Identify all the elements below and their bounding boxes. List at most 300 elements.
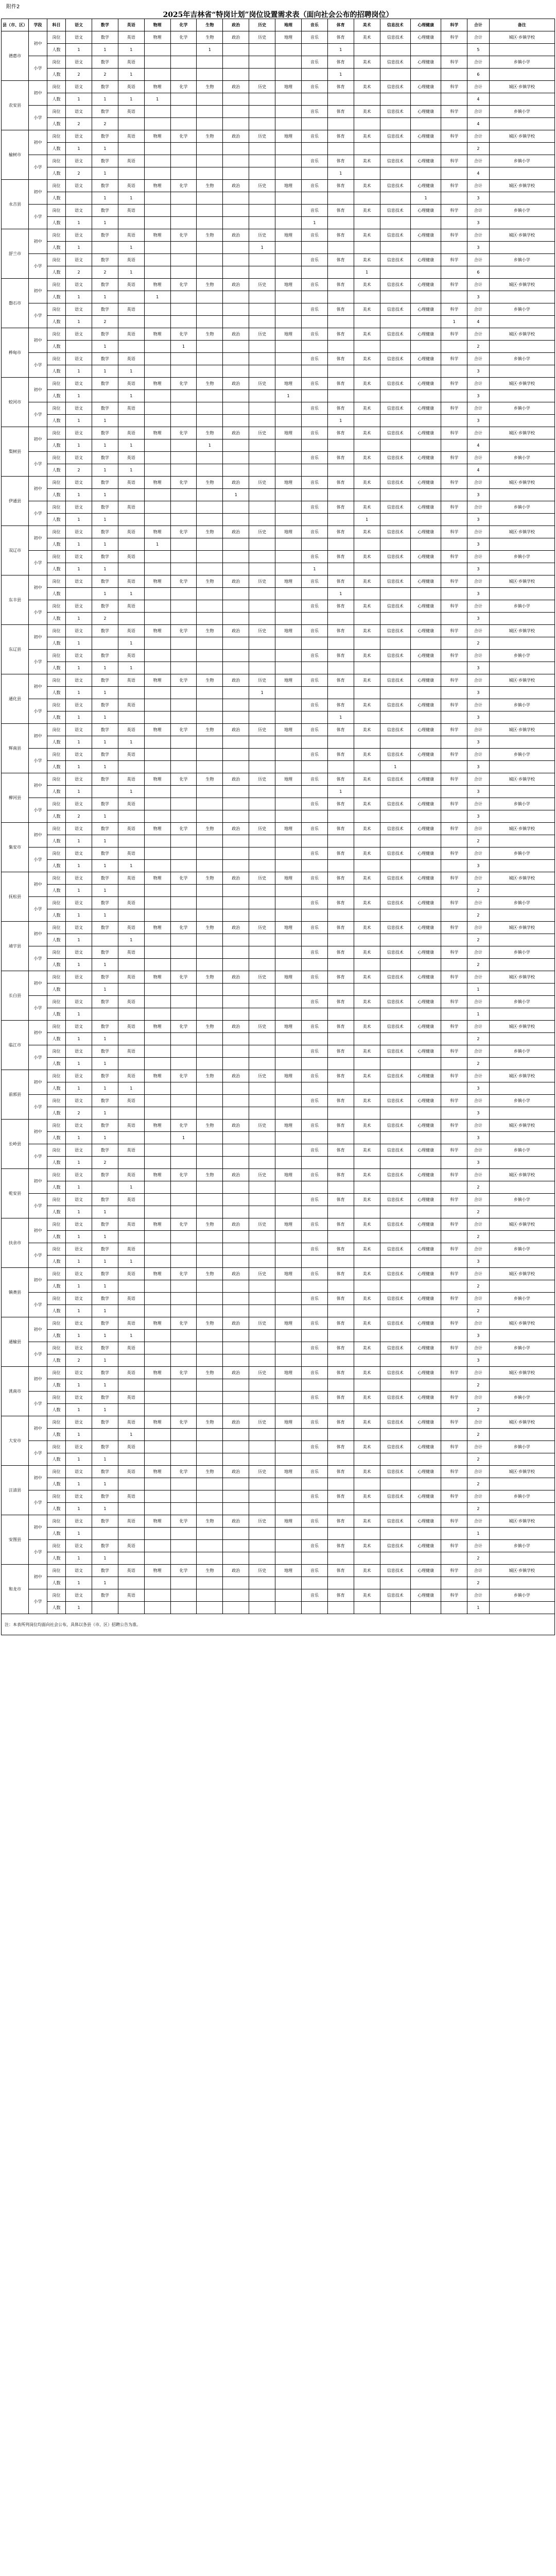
table-cell — [144, 1231, 170, 1243]
table-cell — [441, 44, 467, 56]
table-cell — [197, 1342, 223, 1354]
table-cell — [249, 613, 275, 625]
table-cell — [489, 192, 554, 205]
table-cell: 语文 — [66, 501, 92, 514]
table-row — [2, 1565, 555, 1577]
table-cell: 地理 — [275, 81, 302, 93]
table-cell — [144, 761, 170, 773]
table-cell — [380, 44, 410, 56]
table-cell: 数学 — [92, 1243, 118, 1256]
table-cell: 地理 — [275, 1021, 302, 1033]
table-cell: 英语 — [118, 1070, 144, 1082]
table-cell: 1 — [327, 415, 354, 427]
table-cell: 数学 — [92, 526, 118, 538]
table-cell — [489, 736, 554, 749]
table-cell — [489, 984, 554, 996]
stage-cell: 初中 — [29, 180, 47, 205]
table-cell — [197, 415, 223, 427]
table-cell — [223, 761, 249, 773]
table-cell: 体育 — [327, 106, 354, 118]
table-cell: 城区·乡镇学校 — [489, 1466, 554, 1478]
table-cell: 1 — [66, 1206, 92, 1218]
table-cell: 2 — [467, 959, 489, 971]
table-cell: 信息技术 — [380, 254, 410, 266]
table-cell — [118, 1107, 144, 1120]
table-row — [2, 897, 555, 909]
table-cell — [170, 415, 197, 427]
table-cell: 体育 — [327, 1490, 354, 1503]
table-cell: 科学 — [441, 600, 467, 613]
table-cell — [197, 1490, 223, 1503]
row-type-cell: 人数 — [47, 1478, 66, 1490]
table-cell: 心理健康 — [410, 378, 441, 390]
table-cell — [170, 885, 197, 897]
table-cell — [354, 489, 380, 501]
table-cell: 语文 — [66, 402, 92, 415]
table-cell: 生物 — [197, 971, 223, 984]
table-cell: 政治 — [223, 31, 249, 44]
table-cell: 生物 — [197, 674, 223, 687]
table-cell — [410, 93, 441, 106]
table-cell — [354, 291, 380, 303]
row-type-cell: 人数 — [47, 365, 66, 378]
table-cell: 英语 — [118, 1293, 144, 1305]
table-cell — [170, 984, 197, 996]
table-cell — [170, 1354, 197, 1367]
table-cell: 体育 — [327, 575, 354, 588]
stage-cell: 初中 — [29, 1317, 47, 1342]
table-cell: 心理健康 — [410, 155, 441, 167]
table-cell: 心理健康 — [410, 1120, 441, 1132]
stage-cell: 初中 — [29, 1021, 47, 1045]
table-cell: 生物 — [197, 872, 223, 885]
table-cell: 英语 — [118, 205, 144, 217]
table-cell — [489, 439, 554, 452]
table-cell — [354, 761, 380, 773]
table-cell: 体育 — [327, 1589, 354, 1602]
table-cell — [275, 192, 302, 205]
table-cell — [118, 984, 144, 996]
table-cell: 美术 — [354, 81, 380, 93]
table-cell — [197, 69, 223, 81]
table-cell: 乡镇小学 — [489, 848, 554, 860]
table-row — [2, 885, 555, 897]
table-cell: 城区·乡镇学校 — [489, 1218, 554, 1231]
table-cell: 心理健康 — [410, 1317, 441, 1330]
table-cell — [354, 1033, 380, 1045]
table-cell: 音乐 — [301, 1589, 327, 1602]
table-cell: 2 — [66, 810, 92, 823]
table-cell — [170, 106, 197, 118]
table-cell — [410, 984, 441, 996]
table-cell — [354, 1379, 380, 1392]
table-cell — [223, 934, 249, 946]
table-cell: 1 — [118, 1082, 144, 1095]
table-cell — [441, 167, 467, 180]
table-cell: 3 — [467, 711, 489, 724]
table-cell: 历史 — [249, 1120, 275, 1132]
table-cell: 1 — [92, 909, 118, 922]
table-cell — [223, 205, 249, 217]
table-cell: 3 — [467, 415, 489, 427]
table-cell: 数学 — [92, 1589, 118, 1602]
table-cell — [489, 588, 554, 600]
table-cell: 英语 — [118, 625, 144, 637]
table-row — [2, 1528, 555, 1540]
table-cell: 合计 — [467, 551, 489, 563]
table-row — [2, 1144, 555, 1157]
table-row — [2, 56, 555, 69]
table-cell: 生物 — [197, 279, 223, 291]
table-cell: 音乐 — [301, 1293, 327, 1305]
table-cell — [489, 1008, 554, 1021]
table-cell — [170, 1280, 197, 1293]
table-cell — [92, 1429, 118, 1441]
table-cell — [249, 452, 275, 464]
table-cell — [489, 662, 554, 674]
stage-cell: 初中 — [29, 130, 47, 155]
table-cell — [144, 810, 170, 823]
table-cell — [249, 1490, 275, 1503]
table-cell — [144, 1404, 170, 1416]
table-cell: 数学 — [92, 625, 118, 637]
table-cell — [441, 736, 467, 749]
table-cell: 合计 — [467, 254, 489, 266]
table-cell: 1 — [92, 736, 118, 749]
table-cell — [197, 365, 223, 378]
table-cell — [410, 1602, 441, 1614]
table-cell: 科学 — [441, 205, 467, 217]
table-cell — [275, 167, 302, 180]
table-row — [2, 872, 555, 885]
table-cell — [223, 1008, 249, 1021]
table-cell: 数学 — [92, 328, 118, 341]
table-cell — [197, 1194, 223, 1206]
table-cell: 城区·乡镇学校 — [489, 526, 554, 538]
table-cell: 1 — [66, 637, 92, 650]
table-cell: 英语 — [118, 674, 144, 687]
table-cell — [489, 637, 554, 650]
table-cell: 1 — [92, 291, 118, 303]
row-type-cell: 岗位 — [47, 279, 66, 291]
table-row — [2, 1515, 555, 1528]
table-cell: 美术 — [354, 353, 380, 365]
table-cell: 2 — [467, 1552, 489, 1565]
table-cell — [275, 1379, 302, 1392]
table-cell — [380, 217, 410, 229]
table-cell: 语文 — [66, 848, 92, 860]
column-header: 化学 — [170, 19, 197, 31]
table-cell: 语文 — [66, 1342, 92, 1354]
table-cell — [489, 1256, 554, 1268]
table-cell: 地理 — [275, 1317, 302, 1330]
county-name-cell: 镇赉县 — [2, 1268, 29, 1317]
table-cell — [301, 860, 327, 872]
table-cell: 数学 — [92, 1095, 118, 1107]
table-cell: 数学 — [92, 749, 118, 761]
table-cell — [275, 1107, 302, 1120]
table-row — [2, 1589, 555, 1602]
table-cell: 物理 — [144, 1218, 170, 1231]
table-cell — [489, 415, 554, 427]
stage-cell: 小学 — [29, 946, 47, 971]
stage-cell: 初中 — [29, 575, 47, 600]
table-cell: 科学 — [441, 798, 467, 810]
table-cell: 生物 — [197, 724, 223, 736]
table-cell — [354, 885, 380, 897]
row-type-cell: 岗位 — [47, 106, 66, 118]
table-cell: 美术 — [354, 798, 380, 810]
row-type-cell: 人数 — [47, 1453, 66, 1466]
table-cell: 信息技术 — [380, 872, 410, 885]
table-cell: 合计 — [467, 477, 489, 489]
county-name-cell: 舒兰市 — [2, 229, 29, 279]
table-cell — [249, 1552, 275, 1565]
county-name-cell: 抚松县 — [2, 872, 29, 922]
table-cell — [441, 1082, 467, 1095]
table-cell: 英语 — [118, 575, 144, 588]
table-cell — [144, 1132, 170, 1144]
table-cell: 心理健康 — [410, 848, 441, 860]
row-type-cell: 岗位 — [47, 353, 66, 365]
table-cell: 1 — [92, 1305, 118, 1317]
table-cell — [380, 687, 410, 699]
table-cell: 化学 — [170, 130, 197, 143]
table-cell — [197, 192, 223, 205]
table-cell: 1 — [66, 217, 92, 229]
table-cell: 英语 — [118, 229, 144, 242]
table-cell: 历史 — [249, 922, 275, 934]
row-type-cell: 岗位 — [47, 180, 66, 192]
table-cell: 美术 — [354, 501, 380, 514]
table-cell: 心理健康 — [410, 279, 441, 291]
row-type-cell: 岗位 — [47, 1441, 66, 1453]
table-cell — [223, 1231, 249, 1243]
table-cell: 1 — [327, 711, 354, 724]
table-cell — [170, 650, 197, 662]
table-cell: 1 — [118, 1181, 144, 1194]
table-cell — [410, 885, 441, 897]
table-cell: 乡镇小学 — [489, 551, 554, 563]
table-cell — [410, 1107, 441, 1120]
table-cell: 体育 — [327, 823, 354, 835]
row-type-cell: 人数 — [47, 835, 66, 848]
table-cell — [144, 798, 170, 810]
table-cell — [144, 353, 170, 365]
table-cell — [170, 1293, 197, 1305]
table-cell: 心理健康 — [410, 650, 441, 662]
table-cell — [301, 1478, 327, 1490]
table-cell — [249, 1082, 275, 1095]
table-cell: 语文 — [66, 625, 92, 637]
table-cell: 语文 — [66, 1169, 92, 1181]
table-cell — [301, 810, 327, 823]
table-cell: 1 — [92, 860, 118, 872]
table-row — [2, 1466, 555, 1478]
table-cell — [275, 1528, 302, 1540]
table-cell — [92, 1528, 118, 1540]
table-cell — [441, 1577, 467, 1589]
table-cell: 政治 — [223, 180, 249, 192]
table-cell — [223, 1144, 249, 1157]
table-cell: 地理 — [275, 1416, 302, 1429]
table-cell: 英语 — [118, 452, 144, 464]
table-cell: 美术 — [354, 650, 380, 662]
row-type-cell: 人数 — [47, 563, 66, 575]
table-cell — [197, 155, 223, 167]
table-cell — [170, 390, 197, 402]
table-row — [2, 773, 555, 786]
table-cell: 城区·乡镇学校 — [489, 229, 554, 242]
row-type-cell: 岗位 — [47, 1070, 66, 1082]
stage-cell: 小学 — [29, 303, 47, 328]
table-cell — [144, 1256, 170, 1268]
table-row — [2, 749, 555, 761]
table-cell: 2 — [467, 1305, 489, 1317]
table-cell — [327, 118, 354, 130]
table-cell — [249, 1243, 275, 1256]
table-cell: 1 — [410, 192, 441, 205]
table-cell: 语文 — [66, 749, 92, 761]
table-cell: 合计 — [467, 229, 489, 242]
table-cell — [144, 1602, 170, 1614]
table-cell: 1 — [249, 242, 275, 254]
table-cell: 1 — [327, 69, 354, 81]
table-cell: 乡镇小学 — [489, 56, 554, 69]
table-cell: 英语 — [118, 1466, 144, 1478]
table-cell: 物理 — [144, 1268, 170, 1280]
table-cell: 2 — [467, 885, 489, 897]
table-cell — [410, 711, 441, 724]
table-cell: 心理健康 — [410, 1589, 441, 1602]
table-cell: 1 — [92, 1453, 118, 1466]
row-type-cell: 人数 — [47, 662, 66, 674]
table-cell: 心理健康 — [410, 897, 441, 909]
row-type-cell: 人数 — [47, 341, 66, 353]
stage-cell: 小学 — [29, 600, 47, 625]
table-cell — [197, 1144, 223, 1157]
table-cell — [197, 551, 223, 563]
table-cell — [410, 1157, 441, 1169]
table-row — [2, 31, 555, 44]
table-cell: 科学 — [441, 1490, 467, 1503]
table-cell: 语文 — [66, 205, 92, 217]
table-cell — [275, 415, 302, 427]
table-cell: 地理 — [275, 180, 302, 192]
column-header: 县（市、区） — [2, 19, 29, 31]
table-cell — [327, 1256, 354, 1268]
table-cell: 地理 — [275, 427, 302, 439]
table-cell — [354, 1058, 380, 1070]
table-cell — [301, 93, 327, 106]
table-cell: 心理健康 — [410, 798, 441, 810]
table-cell: 数学 — [92, 378, 118, 390]
table-cell — [410, 1429, 441, 1441]
table-cell: 2 — [467, 909, 489, 922]
table-cell: 地理 — [275, 328, 302, 341]
table-cell — [489, 1132, 554, 1144]
table-cell: 2 — [92, 316, 118, 328]
table-cell: 1 — [92, 1379, 118, 1392]
table-cell — [301, 1354, 327, 1367]
table-cell: 数学 — [92, 229, 118, 242]
table-cell: 化学 — [170, 971, 197, 984]
table-cell: 乡镇小学 — [489, 155, 554, 167]
table-cell: 历史 — [249, 427, 275, 439]
table-cell: 美术 — [354, 1466, 380, 1478]
stage-cell: 初中 — [29, 1218, 47, 1243]
table-cell: 信息技术 — [380, 328, 410, 341]
table-cell: 2 — [66, 1354, 92, 1367]
table-cell — [275, 514, 302, 526]
stage-cell: 初中 — [29, 922, 47, 946]
table-cell — [144, 439, 170, 452]
table-cell: 音乐 — [301, 600, 327, 613]
table-cell: 1 — [66, 1577, 92, 1589]
table-cell — [170, 798, 197, 810]
row-type-cell: 岗位 — [47, 254, 66, 266]
table-cell — [410, 365, 441, 378]
table-cell — [144, 205, 170, 217]
table-cell — [118, 489, 144, 501]
stage-cell: 小学 — [29, 452, 47, 477]
table-cell — [197, 588, 223, 600]
table-cell — [354, 217, 380, 229]
table-cell — [197, 1392, 223, 1404]
table-cell — [275, 909, 302, 922]
recruitment-table-container — [1, 19, 555, 1635]
table-cell: 合计 — [467, 1021, 489, 1033]
table-cell — [354, 736, 380, 749]
county-name-cell: 磐石市 — [2, 279, 29, 328]
table-cell: 科学 — [441, 1144, 467, 1157]
table-cell — [380, 93, 410, 106]
table-cell — [170, 514, 197, 526]
row-type-cell: 岗位 — [47, 749, 66, 761]
table-cell — [327, 464, 354, 477]
table-cell — [223, 242, 249, 254]
table-cell — [144, 266, 170, 279]
table-cell: 2 — [66, 167, 92, 180]
table-cell — [410, 415, 441, 427]
table-cell: 数学 — [92, 798, 118, 810]
table-cell — [170, 749, 197, 761]
table-row — [2, 1169, 555, 1181]
table-cell — [489, 1305, 554, 1317]
stage-cell: 小学 — [29, 1293, 47, 1317]
table-cell — [301, 1379, 327, 1392]
table-cell — [301, 1181, 327, 1194]
table-cell — [249, 1206, 275, 1218]
table-cell — [144, 600, 170, 613]
table-cell: 3 — [467, 687, 489, 699]
table-cell — [223, 1602, 249, 1614]
table-row — [2, 984, 555, 996]
table-cell: 地理 — [275, 1565, 302, 1577]
table-cell: 美术 — [354, 674, 380, 687]
table-cell — [249, 1132, 275, 1144]
table-cell — [170, 1107, 197, 1120]
table-cell: 1 — [66, 1379, 92, 1392]
table-cell: 乡镇小学 — [489, 996, 554, 1008]
table-cell: 合计 — [467, 303, 489, 316]
table-cell: 信息技术 — [380, 378, 410, 390]
table-cell: 英语 — [118, 1441, 144, 1453]
table-cell: 城区·乡镇学校 — [489, 1317, 554, 1330]
table-cell: 生物 — [197, 427, 223, 439]
table-cell — [197, 1280, 223, 1293]
table-cell — [489, 1503, 554, 1515]
